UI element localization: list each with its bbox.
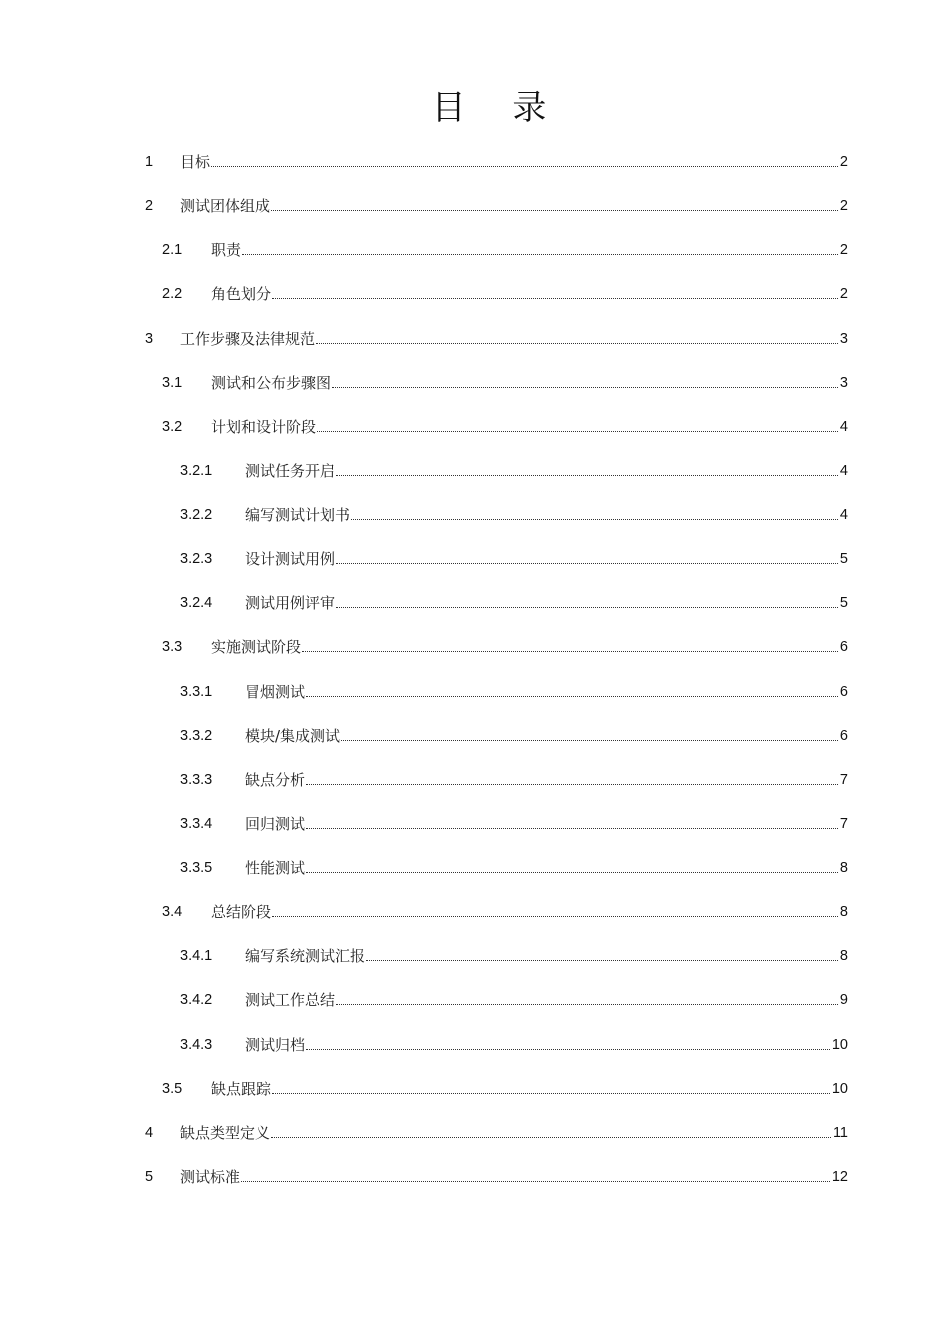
toc-entry[interactable] — [180, 589, 848, 613]
toc-entry-number: 3.4.3 — [180, 1036, 213, 1053]
toc-entry-page-number: 10 — [831, 1036, 848, 1053]
toc-entry-number: 3.2.4 — [180, 595, 213, 612]
toc-entry-title: 总结阶段 — [211, 903, 272, 922]
toc-entry-title: 编写系统测试汇报 — [245, 947, 366, 966]
toc-entry[interactable] — [145, 325, 848, 349]
toc-entry-page-number: 4 — [839, 462, 848, 479]
toc-entry-number: 3.2.1 — [180, 462, 213, 479]
toc-entry-number: 3.3.3 — [180, 771, 213, 788]
toc-entry-title: 角色划分 — [211, 285, 272, 304]
toc-entry[interactable] — [180, 986, 848, 1010]
toc-entry-title: 测试任务开启 — [245, 461, 336, 480]
toc-dot-leader — [211, 165, 838, 167]
toc-entry-title: 缺点跟踪 — [211, 1079, 272, 1098]
toc-entry-title: 编写测试计划书 — [245, 506, 351, 525]
toc-entry[interactable] — [162, 280, 848, 304]
toc-entry[interactable] — [180, 722, 848, 746]
toc-entry[interactable] — [145, 1119, 848, 1143]
toc-dot-leader — [271, 209, 838, 211]
toc-entry-number: 3.4 — [162, 904, 183, 921]
toc-entry[interactable] — [180, 766, 848, 790]
toc-dot-leader — [306, 827, 838, 829]
toc-entry-number: 3.2 — [162, 418, 183, 435]
toc-dot-leader — [241, 1180, 830, 1182]
toc-entry-number: 3.3.2 — [180, 727, 213, 744]
toc-entry-number: 3 — [145, 330, 154, 347]
toc-entry-title: 测试团体组成 — [180, 197, 271, 216]
toc-dot-leader — [306, 1048, 830, 1050]
toc-entry-number: 3.3.1 — [180, 683, 213, 700]
toc-dot-leader — [271, 1136, 831, 1138]
toc-entry[interactable] — [180, 501, 848, 525]
toc-dot-leader — [272, 915, 838, 917]
toc-entry[interactable] — [162, 413, 848, 437]
toc-entry-title: 实施测试阶段 — [211, 638, 302, 657]
toc-entry-number: 2.1 — [162, 242, 183, 259]
toc-entry-title: 计划和设计阶段 — [211, 417, 317, 436]
toc-entry-title: 测试归档 — [245, 1035, 306, 1054]
toc-entry[interactable] — [180, 545, 848, 569]
toc-entry[interactable] — [145, 148, 848, 172]
toc-entry-page-number: 11 — [832, 1124, 848, 1141]
toc-dot-leader — [336, 606, 838, 608]
toc-entry-page-number: 8 — [839, 948, 848, 965]
toc-entry-page-number: 7 — [839, 771, 848, 788]
toc-entry-title: 测试工作总结 — [245, 991, 336, 1010]
toc-entry-title: 模块/集成测试 — [245, 726, 341, 745]
toc-entry-page-number: 8 — [839, 860, 848, 877]
toc-dot-leader — [336, 562, 838, 564]
toc-entry-page-number: 2 — [839, 154, 848, 170]
toc-entry-title: 目标 — [180, 153, 211, 171]
toc-entry-title: 测试标准 — [180, 1167, 241, 1186]
toc-entry-page-number: 3 — [839, 330, 848, 347]
toc-entry-number: 5 — [145, 1168, 154, 1185]
toc-entry-title: 缺点类型定义 — [180, 1123, 271, 1142]
toc-entry-number: 3.2.2 — [180, 507, 213, 524]
toc-entry-page-number: 5 — [839, 551, 848, 568]
toc-entry-number: 3.3 — [162, 639, 183, 656]
toc-dot-leader — [272, 1092, 830, 1094]
toc-entry-page-number: 6 — [839, 727, 848, 744]
toc-entry-page-number: 9 — [839, 992, 848, 1009]
toc-entry-number: 3.3.5 — [180, 860, 213, 877]
toc-dot-leader — [316, 342, 838, 344]
toc-entry-page-number: 10 — [831, 1080, 848, 1097]
toc-entry-number: 2 — [145, 198, 154, 215]
toc-entry-page-number: 8 — [839, 904, 848, 921]
toc-entry-page-number: 2 — [839, 242, 848, 259]
toc-entry-page-number: 3 — [839, 374, 848, 391]
toc-entry-number: 3.4.2 — [180, 992, 213, 1009]
toc-entry-page-number: 7 — [839, 815, 848, 832]
toc-dot-leader — [317, 430, 838, 432]
toc-entry-page-number: 12 — [831, 1168, 848, 1185]
toc-entry-title: 设计测试用例 — [245, 550, 336, 569]
toc-dot-leader — [341, 739, 838, 741]
toc-entry-title: 冒烟测试 — [245, 682, 306, 701]
toc-entry-title: 回归测试 — [245, 814, 306, 833]
toc-entry-page-number: 4 — [839, 507, 848, 524]
toc-entry[interactable] — [180, 678, 848, 702]
toc-entry[interactable] — [180, 810, 848, 834]
toc-entry[interactable] — [145, 1163, 848, 1187]
toc-dot-leader — [306, 871, 838, 873]
toc-dot-leader — [336, 474, 838, 476]
toc-entry-number: 1 — [145, 154, 154, 170]
toc-entry-number: 2.2 — [162, 286, 183, 303]
toc-entry-number: 3.4.1 — [180, 948, 213, 965]
toc-dot-leader — [242, 253, 838, 255]
toc-entry-page-number: 2 — [839, 198, 848, 215]
toc-entry-title: 缺点分析 — [245, 770, 306, 789]
toc-dot-leader — [336, 1003, 838, 1005]
toc-entry[interactable] — [145, 192, 848, 216]
toc-entry[interactable] — [162, 236, 848, 260]
toc-dot-leader — [332, 386, 838, 388]
toc-entry[interactable] — [180, 854, 848, 878]
toc-dot-leader — [272, 297, 838, 299]
toc-entry-number: 3.5 — [162, 1080, 183, 1097]
toc-entry-number: 3.1 — [162, 374, 183, 391]
toc-entry[interactable] — [162, 633, 848, 657]
toc-entry[interactable] — [162, 1075, 848, 1099]
toc-entry-title: 性能测试 — [245, 859, 306, 878]
toc-entry-number: 3.2.3 — [180, 551, 213, 568]
toc-entry[interactable] — [162, 898, 848, 922]
toc-entry-page-number: 6 — [839, 683, 848, 700]
toc-entry-number: 3.3.4 — [180, 815, 213, 832]
toc-entry[interactable] — [162, 369, 848, 393]
toc-entry-number: 4 — [145, 1124, 154, 1141]
toc-entry-title: 测试和公布步骤图 — [211, 373, 332, 392]
toc-entry[interactable] — [180, 1031, 848, 1055]
toc-entry-page-number: 6 — [839, 639, 848, 656]
toc-dot-leader — [302, 650, 838, 652]
toc-dot-leader — [306, 783, 838, 785]
toc-entry-page-number: 5 — [839, 595, 848, 612]
toc-title: 目 录 — [431, 88, 565, 128]
toc-entry-title: 职责 — [211, 241, 242, 260]
toc-entry-title: 测试用例评审 — [245, 594, 336, 613]
toc-dot-leader — [306, 695, 838, 697]
toc-dot-leader — [366, 959, 838, 961]
toc-entry-title: 工作步骤及法律规范 — [180, 329, 316, 348]
toc-entry-page-number: 2 — [839, 286, 848, 303]
toc-entry-page-number: 4 — [839, 418, 848, 435]
toc-entry[interactable] — [180, 942, 848, 966]
toc-dot-leader — [351, 518, 838, 520]
toc-entry[interactable] — [180, 457, 848, 481]
